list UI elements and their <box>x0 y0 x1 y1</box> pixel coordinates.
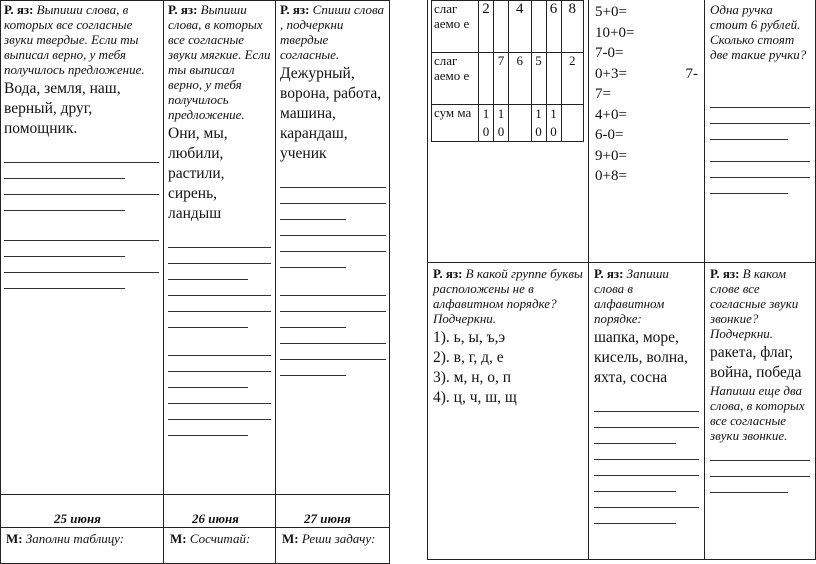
instruction-text: Выпиши слова, в которых все согласные звуки мягкие. Если ты выписал верно, у тебя получилось предложение. <box>168 2 271 122</box>
answer-line <box>280 252 346 268</box>
subject-label: Р. яз: <box>4 2 34 17</box>
option-item[interactable]: 2). в, г, д, е <box>433 349 504 366</box>
word-problem <box>706 0 814 260</box>
answer-line <box>168 296 271 312</box>
answer-line <box>710 477 788 493</box>
answer-line <box>594 444 699 460</box>
table-cell[interactable] <box>479 53 494 105</box>
answer-line <box>4 241 125 257</box>
option-item[interactable]: 1). ь, ы, ъ,э <box>433 329 506 346</box>
subject-label: Р. яз: <box>168 2 198 17</box>
answer-line <box>168 404 271 420</box>
expression: 0+8= <box>595 168 627 184</box>
table-cell[interactable]: 7 <box>494 53 509 105</box>
task-card-col2 <box>164 0 275 494</box>
table-cell[interactable]: 1 0 <box>494 105 509 142</box>
answer-line <box>4 179 159 195</box>
answer-lines <box>710 92 810 194</box>
expression: 7= <box>595 86 611 102</box>
answer-line <box>168 312 248 328</box>
answer-line <box>280 312 346 328</box>
expression: 0+3= <box>595 65 627 82</box>
task-instruction <box>433 266 583 326</box>
answer-line <box>710 162 810 178</box>
table-cell[interactable] <box>531 1 546 53</box>
answer-line <box>4 163 125 179</box>
answer-line <box>168 340 271 356</box>
subject-label: Р. яз: <box>594 266 624 281</box>
math-task-solve-problem <box>278 529 388 548</box>
answer-line <box>594 460 699 476</box>
table-cell[interactable] <box>561 105 584 142</box>
word-list: шапка, море, кисель, волна, яхта, сосна <box>594 329 688 386</box>
instruction-text: Заполни таблицу: <box>25 531 125 546</box>
answer-line <box>280 204 346 220</box>
word-list: ракета, флаг, война, победа <box>710 344 802 381</box>
answer-lines <box>280 172 386 376</box>
date-label-col2: 26 июня <box>192 511 239 526</box>
subject-label: М: <box>6 531 23 546</box>
answer-line <box>168 356 271 372</box>
expression: 7- <box>685 65 698 82</box>
word-list: Они, мы, любили, растили, сирень, ландыш <box>168 125 228 222</box>
answer-line <box>710 146 810 162</box>
table-row-label: слаг аемо е <box>432 53 479 105</box>
word-list: Вода, земля, наш, верный, друг, помощник. <box>4 80 121 137</box>
answer-line <box>168 248 271 264</box>
answer-line <box>280 344 386 360</box>
option-item[interactable]: 4). ц, ч, ш, щ <box>433 389 517 406</box>
addition-table <box>431 0 584 142</box>
answer-line <box>710 445 810 461</box>
math-task-fill-table <box>2 529 162 548</box>
table-cell[interactable] <box>546 53 561 105</box>
expression: 10+0= <box>595 24 635 41</box>
task-card-alphabetical-words <box>590 264 703 560</box>
answer-line <box>280 236 386 252</box>
answer-line <box>280 172 386 188</box>
table-cell[interactable]: 6 <box>509 53 532 105</box>
answer-line <box>168 264 248 280</box>
task-instruction <box>710 266 810 341</box>
answer-line <box>4 195 125 211</box>
table-cell[interactable]: 1 0 <box>479 105 494 142</box>
task-instruction <box>168 2 271 122</box>
task-card-voiced-consonants <box>706 264 814 560</box>
expression: 5+0= <box>595 4 627 20</box>
answer-line <box>168 280 271 296</box>
task-card-col3 <box>276 0 390 494</box>
answer-line <box>594 508 676 524</box>
right-row-divider <box>427 262 816 263</box>
instruction-text: В какой группе буквы расположены не в алфавитном порядке? Подчеркни. <box>433 266 583 326</box>
task-card-col1 <box>0 0 163 494</box>
answer-line <box>710 178 788 194</box>
table-cell[interactable]: 5 <box>531 53 546 105</box>
answer-lines <box>594 396 699 524</box>
table-row-label: слаг аемо е <box>432 1 479 53</box>
table-cell[interactable]: 2 <box>479 1 494 53</box>
expression-list <box>591 0 702 260</box>
answer-line <box>280 296 386 312</box>
table-row <box>432 1 584 53</box>
instruction-text: В каком слове все согласные звуки звонкие? Подчеркни. <box>710 266 799 341</box>
expression-row <box>595 64 698 85</box>
table-row <box>432 105 584 142</box>
date-label-col1: 25 июня <box>54 511 101 526</box>
instruction-text: Выпиши слова, в которых все согласные звуки твердые. Если ты выписал верно, у тебя получилось предложение. <box>4 2 145 77</box>
answer-lines <box>4 147 159 289</box>
task-instruction <box>280 2 386 62</box>
subject-label: М: <box>282 531 299 546</box>
answer-line <box>710 108 810 124</box>
table-cell[interactable]: 2 <box>561 53 584 105</box>
subject-label: М: <box>170 531 187 546</box>
instruction-text: Сосчитай: <box>189 531 251 546</box>
expression: 9+0= <box>595 147 627 164</box>
option-list <box>433 328 583 408</box>
table-cell[interactable]: 4 <box>509 1 532 53</box>
answer-line <box>710 92 810 108</box>
answer-line <box>594 396 699 412</box>
answer-line <box>168 388 271 404</box>
answer-line <box>168 372 248 388</box>
math-task-calculate <box>166 529 274 548</box>
answer-line <box>710 461 810 477</box>
option-item[interactable]: 3). м, н, о, п <box>433 369 512 386</box>
expression: 4+0= <box>595 106 627 123</box>
answer-line <box>4 273 125 289</box>
answer-line <box>168 420 248 436</box>
table-cell[interactable] <box>509 105 532 142</box>
right-col-divider-1 <box>588 0 589 560</box>
answer-line <box>280 328 386 344</box>
instruction-text: Спиши слова , подчеркни твердые согласные. <box>280 2 385 62</box>
answer-lines <box>168 232 271 436</box>
word-list: Дежурный, ворона, работа, машина, карандаш, ученик <box>280 65 382 162</box>
instruction-text: Реши задачу: <box>301 531 376 546</box>
table-cell[interactable]: 1 0 <box>546 105 561 142</box>
left-row-divider-2 <box>0 527 390 528</box>
answer-line <box>4 147 159 163</box>
answer-line <box>280 220 386 236</box>
answer-line <box>280 360 346 376</box>
table-row <box>432 53 584 105</box>
answer-line <box>280 188 386 204</box>
task-instruction-2: Напиши еще два слова, в которых все согласные звуки звонкие. <box>710 383 805 443</box>
answer-line <box>280 280 386 296</box>
left-row-divider <box>0 494 390 495</box>
date-label-col3: 27 июня <box>304 511 351 526</box>
task-instruction <box>594 266 699 326</box>
answer-line <box>4 257 159 273</box>
table-row-label: сум ма <box>432 105 479 142</box>
expression: 6-0= <box>595 127 624 143</box>
expression: 7-0= <box>595 45 624 61</box>
answer-line <box>594 412 699 428</box>
answer-line <box>710 124 788 140</box>
answer-line <box>594 492 699 508</box>
table-cell[interactable]: 1 0 <box>531 105 546 142</box>
table-cell[interactable]: 6 <box>546 1 561 53</box>
answer-line <box>594 428 676 444</box>
task-card-alphabet-order <box>429 264 587 560</box>
subject-label: Р. яз: <box>433 266 463 281</box>
table-cell[interactable]: 8 <box>561 1 584 53</box>
answer-line <box>168 232 271 248</box>
subject-label: Р. яз: <box>710 266 740 281</box>
right-col-divider-2 <box>704 0 705 560</box>
problem-text: Одна ручка стоит 6 рублей. Сколько стоят две такие ручки? <box>710 2 807 62</box>
answer-lines <box>710 445 810 493</box>
answer-line <box>594 476 676 492</box>
subject-label: Р. яз: <box>280 2 310 17</box>
task-instruction <box>4 2 159 77</box>
table-cell[interactable] <box>494 1 509 53</box>
instruction-text: Запиши слова в алфавитном порядке: <box>594 266 669 326</box>
answer-line <box>4 225 159 241</box>
